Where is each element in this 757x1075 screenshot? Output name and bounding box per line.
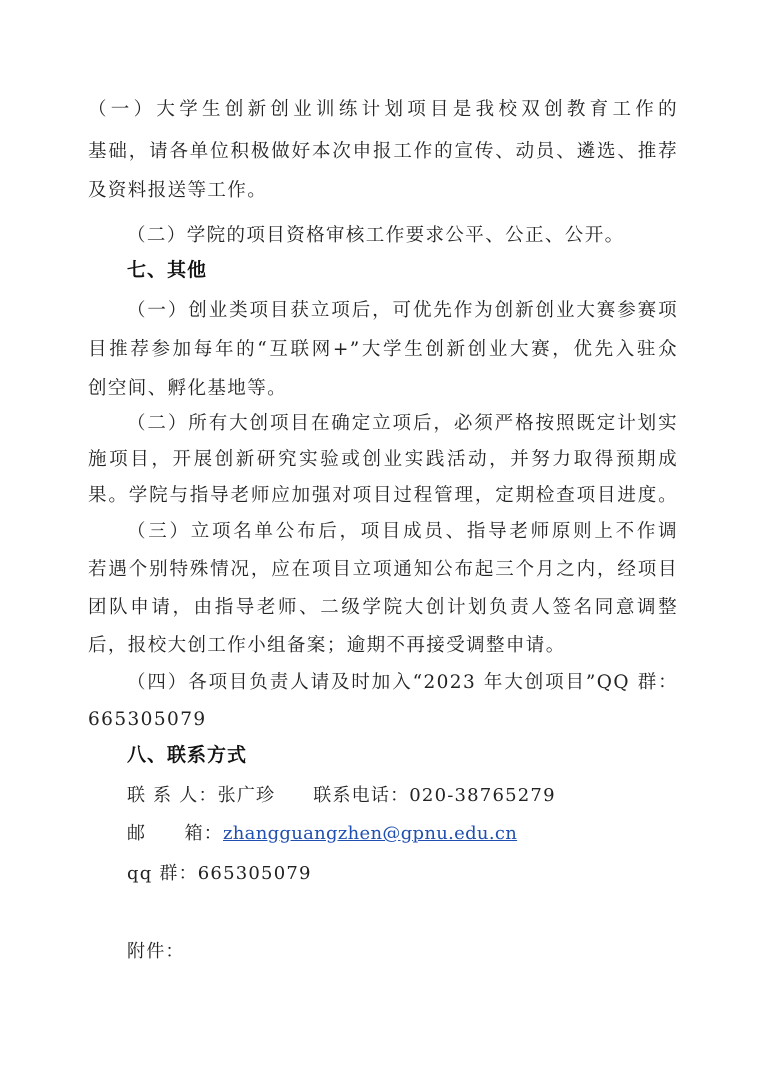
paragraph-line: 团队申请，由指导老师、二级学院大创计划负责人签名同意调整 xyxy=(88,597,678,618)
paragraph-line: 基础，请各单位积极做好本次申报工作的宣传、动员、遴选、推荐 xyxy=(88,141,678,162)
phone-number: 020-38765279 xyxy=(409,785,556,806)
paragraph-line: 创空间、孵化基地等。 xyxy=(88,378,288,399)
email-link[interactable]: zhangguangzhen@gpnu.edu.cn xyxy=(223,823,518,844)
paragraph-line: 后，报校大创工作小组备案；逾期不再接受调整申请。 xyxy=(88,635,566,656)
paragraph-line: （二）学院的项目资格审核工作要求公平、公正、公开。 xyxy=(127,225,625,246)
paragraph-line: 及资料报送等工作。 xyxy=(88,180,268,201)
qq-label: qq 群： xyxy=(127,863,198,884)
email-row xyxy=(127,820,517,848)
contact-row xyxy=(127,782,556,810)
phone-label: 联系电话： xyxy=(313,785,410,806)
contact-person-name: 张广珍 xyxy=(217,785,276,806)
paragraph-line: （二）所有大创项目在确定立项后，必须严格按照既定计划实 xyxy=(127,413,678,434)
qq-row xyxy=(127,860,312,888)
paragraph-line: （三）立项名单公布后，项目成员、指导老师原则上不作调 xyxy=(127,521,678,542)
qq-group-number: 665305079 xyxy=(88,709,207,730)
paragraph-line: 目推荐参加每年的“互联网+”大学生创新创业大赛，优先入驻众 xyxy=(88,339,678,360)
attachment-label: 附件： xyxy=(127,941,185,962)
paragraph-line: （一）大学生创新创业训练计划项目是我校双创教育工作的 xyxy=(88,99,678,120)
section-heading-others: 七、其他 xyxy=(127,259,208,281)
qq-number: 665305079 xyxy=(197,863,312,884)
contact-person-label: 联 系 人： xyxy=(127,785,218,806)
section-heading-contact: 八、联系方式 xyxy=(127,744,248,766)
email-label: 邮 箱： xyxy=(127,823,223,844)
paragraph-line: 果。学院与指导老师应加强对项目过程管理，定期检查项目进度。 xyxy=(88,485,678,506)
paragraph-line: 施项目，开展创新研究实验或创业实践活动，并努力取得预期成 xyxy=(88,449,678,470)
paragraph-line: （四）各项目负责人请及时加入“2023 年大创项目”QQ 群： xyxy=(127,672,678,693)
paragraph-line: 若遇个别特殊情况，应在项目立项通知公布起三个月之内，经项目 xyxy=(88,559,678,580)
paragraph-line: （一）创业类项目获立项后，可优先作为创新创业大赛参赛项 xyxy=(127,300,678,321)
